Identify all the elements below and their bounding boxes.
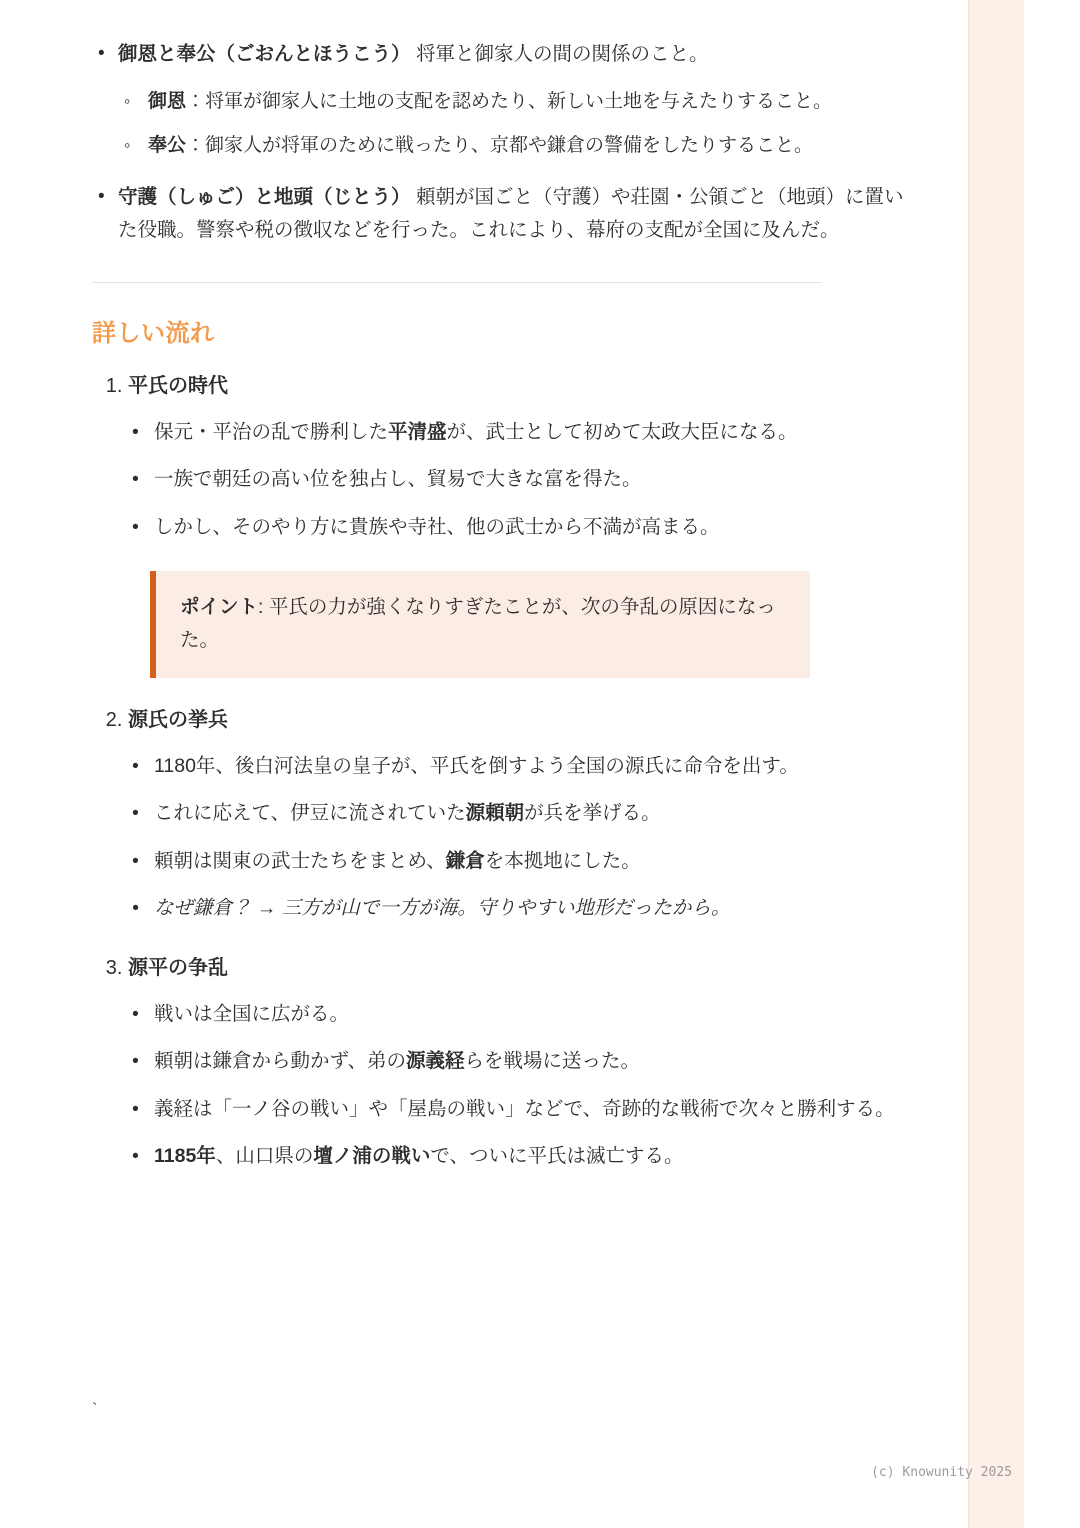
subterm-description: ：御家人が将軍のために戦ったり、京都や鎌倉の警備をしたりすること。	[186, 135, 814, 157]
subterm-description: ：将軍が御家人に土地の支配を認めたり、新しい土地を与えたりすること。	[186, 90, 833, 112]
text-bold: 源頼朝	[465, 802, 525, 825]
list-item	[128, 1140, 908, 1174]
stray-backtick: `	[92, 1400, 98, 1419]
term-description: 頼朝が国ごと（守護）や荘園・公領ごと（地頭）に置いた役職。警察や税の徴収などを行った。これにより、幕府の支配が全国に及んだ。	[118, 185, 904, 242]
step-label: 源平の争乱	[128, 956, 228, 979]
list-item	[128, 416, 908, 450]
text-pre: これに応えて、伊豆に流されていた	[154, 802, 466, 825]
list-item	[128, 998, 908, 1032]
term-description: 将軍と御家人の間の関係のこと。	[415, 43, 709, 65]
list-item	[92, 38, 908, 163]
text-post: が、武士として初めて太政大臣になる。	[446, 420, 798, 443]
list-item	[128, 750, 908, 784]
list-item	[118, 86, 908, 119]
list-item	[128, 845, 908, 879]
text-post: が兵を挙げる。	[524, 802, 661, 825]
text-bold: 平清盛	[388, 420, 447, 443]
list-item	[128, 892, 908, 926]
text-pre: しかし、そのやり方に貴族や寺社、他の武士から不満が高まる。	[154, 516, 720, 538]
key-terms-list	[92, 38, 908, 248]
term-label: 御恩と奉公（ごおんとほうこう）	[118, 43, 411, 65]
section-divider	[92, 282, 822, 283]
copyright-notice: (c) Knowunity 2025	[871, 1465, 1012, 1480]
text-pre: 保元・平治の乱で勝利した	[154, 420, 389, 443]
term-label: 守護（しゅご）と地頭（じとう）	[118, 185, 411, 208]
list-item	[128, 511, 908, 545]
step-bullets	[128, 998, 908, 1174]
page-margin-inner	[1024, 0, 1080, 1528]
text-post: を本拠地にした。	[484, 849, 641, 872]
sub-terms-list	[118, 86, 908, 163]
text-bold: 1185年	[154, 1145, 216, 1168]
step-label: 源氏の挙兵	[128, 708, 228, 731]
text-pre: 戦いは全国に広がる。	[154, 1002, 350, 1025]
list-item	[118, 130, 908, 163]
subterm-label: 御恩	[148, 90, 187, 112]
text-pre: 頼朝は関東の武士たちをまとめ、	[154, 849, 446, 872]
text-bold: 源義経	[405, 1050, 465, 1073]
point-callout	[150, 571, 810, 678]
list-item	[128, 704, 908, 926]
page-title: 詳しい流れ	[92, 319, 215, 347]
text-pre: 義経は「一ノ谷の戦い」や「屋島の戦い」などで、奇跡的な戦術で次々と勝利する。	[154, 1097, 895, 1120]
text-post-2: で、ついに平氏は滅亡する。	[430, 1145, 684, 1168]
detailed-flow-list	[92, 370, 908, 1174]
subterm-label: 奉公	[148, 135, 187, 157]
list-item	[128, 370, 908, 678]
callout-label: ポイント	[180, 595, 259, 618]
text-pre: なぜ鎌倉？ → 三方が山で一方が海。守りやすい地形だったから。	[154, 897, 731, 920]
list-item	[128, 463, 908, 497]
list-item	[92, 181, 908, 248]
text-pre: 1180年、後白河法皇の皇子が、平氏を倒すよう全国の源氏に命令を出す。	[154, 754, 799, 777]
text-bold-2: 壇ノ浦の戦い	[313, 1145, 431, 1168]
text-bold: 鎌倉	[445, 849, 485, 872]
step-label: 平氏の時代	[128, 374, 228, 397]
list-item	[128, 1045, 908, 1079]
text-post: らを戦場に送った。	[464, 1050, 640, 1073]
text-pre: 一族で朝廷の高い位を独占し、貿易で大きな富を得た。	[154, 468, 642, 491]
step-bullets	[128, 750, 908, 926]
page-margin-strip	[968, 0, 1080, 1528]
step-bullets	[128, 416, 908, 545]
list-item	[128, 1093, 908, 1127]
callout-text: : 平氏の力が強くなりすぎたことが、次の争乱の原因になった。	[180, 595, 776, 652]
list-item	[128, 797, 908, 831]
text-pre: 頼朝は鎌倉から動かず、弟の	[154, 1050, 406, 1073]
list-item	[128, 952, 908, 1174]
text-post: 、山口県の	[215, 1145, 314, 1168]
